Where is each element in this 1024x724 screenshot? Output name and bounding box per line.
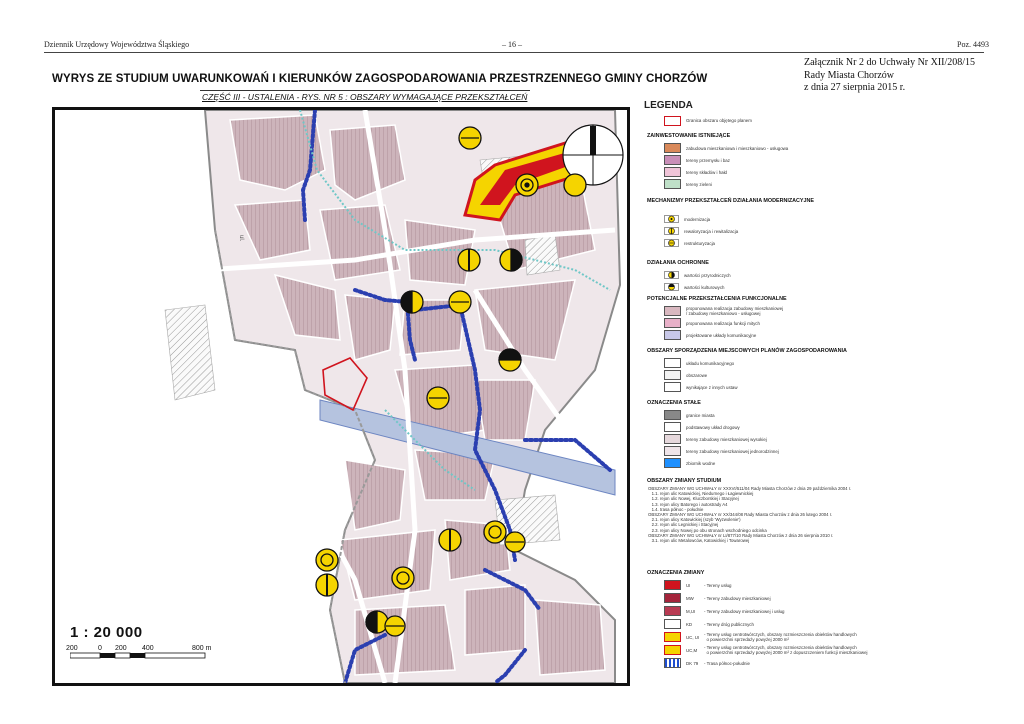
revitalize-icon xyxy=(664,227,679,235)
boundary-label: Granica obszaru objętego planem xyxy=(686,118,752,123)
nature-icon xyxy=(401,291,423,313)
legend-item-label: tereny przemysłu i baz xyxy=(686,157,730,163)
legend-item-label: tereny składów i hałd xyxy=(686,169,728,175)
legend-swatch xyxy=(664,422,681,432)
legend-swatch xyxy=(664,370,681,380)
legend-item-label: projektowane układy komunikacyjne xyxy=(686,332,757,338)
legend-item xyxy=(664,446,779,456)
legend-item-label: rewaloryzacja i rewitalizacja xyxy=(684,228,739,234)
legend-item xyxy=(664,226,738,236)
boundary-swatch xyxy=(664,116,681,126)
legend-item-label: zbiornik wodne xyxy=(686,460,716,466)
change-mark-code: MW xyxy=(686,595,694,601)
legend-item-label: proponowana realizacja zabudowy mieszkaniowej / zabudowy mieszkaniowo - usługowej xyxy=(686,306,784,316)
restructure-icon xyxy=(564,174,586,196)
legend-swatch xyxy=(664,458,681,468)
map-title: WYRYS ZE STUDIUM UWARUNKOWAŃ I KIERUNKÓW ZAGOSPODAROWANIA PRZESTRZENNEGO GMINY CHORZÓW xyxy=(52,73,708,85)
legend-item xyxy=(664,434,767,444)
scale-ratio: 1 : 20 000 xyxy=(70,624,143,641)
nature-icon xyxy=(366,611,388,633)
culture-icon xyxy=(664,283,679,291)
scale-bar xyxy=(70,652,210,660)
legend-item xyxy=(664,410,715,420)
change-areas-title: OBSZARY ZMIANY STUDIUM xyxy=(647,478,722,484)
scale-tick: 200 xyxy=(115,645,127,652)
change-mark-swatch xyxy=(664,645,681,655)
legend-item xyxy=(664,330,756,340)
legend-item xyxy=(664,370,707,380)
change-mark-code: M,UI xyxy=(686,608,696,614)
page-number: – 16 – xyxy=(502,40,522,49)
restructure-icon xyxy=(505,532,525,552)
scale-tick: 0 xyxy=(98,645,102,652)
legend-item-label: wartości kulturowych xyxy=(684,284,725,290)
revitalize-icon xyxy=(316,574,338,596)
modernize-icon xyxy=(484,521,506,543)
legend-swatch xyxy=(664,179,681,189)
change-mark-swatch xyxy=(664,593,681,603)
change-mark-item xyxy=(664,619,754,629)
change-mark-swatch xyxy=(664,619,681,629)
legend-item xyxy=(664,358,734,368)
change-mark-swatch xyxy=(664,580,681,590)
legend-item-label: obszarowe xyxy=(686,372,708,378)
modernize-icon xyxy=(316,549,338,571)
change-mark-label: - Trasa północ-południe xyxy=(704,660,750,666)
scale-tick: 200 xyxy=(66,645,78,652)
restructure-icon xyxy=(664,239,679,247)
legend-section-title: ZAINWESTOWANIE ISTNIEJĄCE xyxy=(647,133,731,139)
change-areas-text: OBSZARY ZMIANY WG UCHWAŁY nr XXXVI/511/04 Rady Miasta Chorzów z dnia 29 października 2004 r. 1.1. rejon ulic Katowickiej, Niedurnego i Łagiewnickiej 1.2. rejon ulic Nowej, Kluczborskiej i Stacyjnej 1.3. rejon ulicy Batorego i autostrady A4 1.4. trasa północ - południe OBSZARY ZMIANY WG UCHWAŁY nr XX/344/08 Rady Miasta Chorzów z dnia 26 lutego 2004 r. 2.1. rejon ulicy Katowickiej (szyb 'Wyzwolenie') 2.2. rejon ulic Legnickiej i Stacyjnej 2.3. rejon ulicy Nowej po obu stronach wschodniego odcinka OBSZARY ZMIANY WG UCHWAŁY nr LI/877/10 Rady Miasta Chorzów z dnia 26 sierpnia 2010 r. 3.1. rejon ulic Metalowców, Katowickiej i Towarowej xyxy=(648,486,852,544)
legend-item-label: podstawowy układ drogowy xyxy=(686,424,740,430)
legend-section-title: MECHANIZMY PRZEKSZTAŁCEŃ DZIAŁANIA MODERNIZACYJNE xyxy=(647,198,815,204)
change-mark-code: UC, UI xyxy=(686,634,700,640)
legend-swatch xyxy=(664,318,681,328)
restructure-icon xyxy=(449,291,471,313)
gazette-name: Dziennik Urzędowy Województwa Śląskiego xyxy=(44,40,190,49)
change-mark-label: - Tereny usług centrotwórczych, obszary rozmieszczenia obiektów handlowych o powierzchni sprzedaży powyżej 2000 m² xyxy=(704,632,857,642)
change-mark-item xyxy=(664,645,868,655)
restructure-icon xyxy=(427,387,449,409)
attachment-note xyxy=(804,57,975,95)
legend-item xyxy=(664,214,710,224)
legend-item xyxy=(664,167,727,177)
legend-section-title: DZIAŁANIA OCHRONNE xyxy=(647,260,709,266)
legend-section-title: OBSZARY SPORZĄDZENIA MIEJSCOWYCH PLANÓW ZAGOSPODAROWANIA xyxy=(647,348,847,354)
header-rule xyxy=(44,52,984,53)
legend-item-label: wynikające z innych ustaw xyxy=(686,384,738,390)
legend-item-label: tereny zabudowy mieszkaniowej jednorodzinnej xyxy=(686,448,779,454)
culture-icon xyxy=(499,349,521,371)
legend-item xyxy=(664,306,783,316)
legend-item-label: zabudowa mieszkaniowa i mieszkaniowo - usługowa xyxy=(686,145,789,151)
legend-swatch xyxy=(664,143,681,153)
legend-swatch xyxy=(664,446,681,456)
revitalize-icon xyxy=(439,529,461,551)
legend-item xyxy=(664,238,715,248)
position-number: Poz. 4493 xyxy=(957,40,989,49)
change-mark-code: UC,M xyxy=(686,647,698,653)
legend-item xyxy=(664,179,712,189)
legend-section-title: POTENCJALNE PRZEKSZTAŁCENIA FUNKCJONALNE xyxy=(647,296,787,302)
change-mark-label: - Tereny zabudowy mieszkaniowej i usług xyxy=(704,608,785,614)
change-marks-title: OZNACZENIA ZMIANY xyxy=(647,570,705,576)
map-canvas xyxy=(55,110,627,683)
legend-swatch xyxy=(664,167,681,177)
change-mark-swatch xyxy=(664,606,681,616)
legend-item-label: proponowana realizacja funkcji mitych xyxy=(686,320,760,326)
legend-swatch xyxy=(664,434,681,444)
legend-swatch xyxy=(664,382,681,392)
modernize-icon xyxy=(392,567,414,589)
modernize-icon xyxy=(516,174,538,196)
legend-item xyxy=(664,422,740,432)
change-mark-code: UI xyxy=(686,582,691,588)
nature-icon xyxy=(500,249,522,271)
revitalize-icon xyxy=(458,249,480,271)
legend-swatch xyxy=(664,358,681,368)
change-mark-item xyxy=(664,632,857,642)
scale-tick: 800 m xyxy=(192,645,212,652)
nature-icon xyxy=(664,271,679,279)
modernize-icon xyxy=(664,215,679,223)
legend-item-label: granice miasta xyxy=(686,412,715,418)
legend-item xyxy=(664,270,731,280)
legend-section-title: OZNACZENIA STAŁE xyxy=(647,400,701,406)
change-mark-swatch xyxy=(664,658,681,668)
change-mark-label: - Tereny dróg publicznych xyxy=(704,621,754,627)
restructure-icon xyxy=(459,127,481,149)
change-mark-item xyxy=(664,580,732,590)
legend-title: LEGENDA xyxy=(644,100,693,111)
map-frame[interactable] xyxy=(52,107,630,686)
map-subtitle: CZĘŚĆ III - USTALENIA - RYS. NR 5 : OBSZARY WYMAGAJĄCE PRZEKSZTAŁCEŃ xyxy=(202,92,528,102)
change-mark-code: DK 79 xyxy=(686,660,699,666)
legend-item-label: modernizacja xyxy=(684,216,711,222)
attachment-line-2: Rady Miasta Chorzów xyxy=(804,69,894,81)
legend xyxy=(640,100,990,114)
restructure-icon xyxy=(385,616,405,636)
change-mark-label: - Tereny zabudowy mieszkaniowej xyxy=(704,595,771,601)
change-mark-item xyxy=(664,593,771,603)
change-mark-item xyxy=(664,658,750,668)
legend-item-label: tereny zieleni xyxy=(686,181,712,187)
legend-item-label: restrukturyzacja xyxy=(684,240,715,246)
legend-item-label: wartości przyrodniczych xyxy=(684,272,731,278)
legend-item xyxy=(664,458,715,468)
legend-swatch xyxy=(664,306,681,316)
legend-item xyxy=(664,155,730,165)
legend-swatch xyxy=(664,410,681,420)
change-mark-label: - Tereny usług xyxy=(704,582,732,588)
change-mark-label: - Tereny usług centrotwórczych, obszary rozmieszczenia obiektów handlowych o powierzchni sprzedaży powyżej 2000 m² z dopuszczeniem funkcji mieszkaniowej xyxy=(704,645,868,655)
change-mark-item xyxy=(664,606,784,616)
legend-item-label: tereny zabudowy mieszkaniowej wysokiej xyxy=(686,436,767,442)
svg-text:ul.: ul. xyxy=(238,235,244,242)
change-mark-code: KD xyxy=(686,621,693,627)
legend-item xyxy=(664,282,725,292)
scale-tick: 400 xyxy=(142,645,154,652)
legend-swatch xyxy=(664,330,681,340)
change-mark-swatch xyxy=(664,632,681,642)
title-rule xyxy=(200,90,530,91)
attachment-line-3: z dnia 27 sierpnia 2015 r. xyxy=(804,82,906,93)
legend-item-label: układu komunikacyjnego xyxy=(686,360,735,366)
legend-item xyxy=(664,318,760,328)
legend-swatch xyxy=(664,155,681,165)
legend-item xyxy=(664,143,788,153)
legend-item xyxy=(664,382,738,392)
attachment-line-1: Załącznik Nr 2 do Uchwały Nr XII/208/15 xyxy=(804,57,976,68)
